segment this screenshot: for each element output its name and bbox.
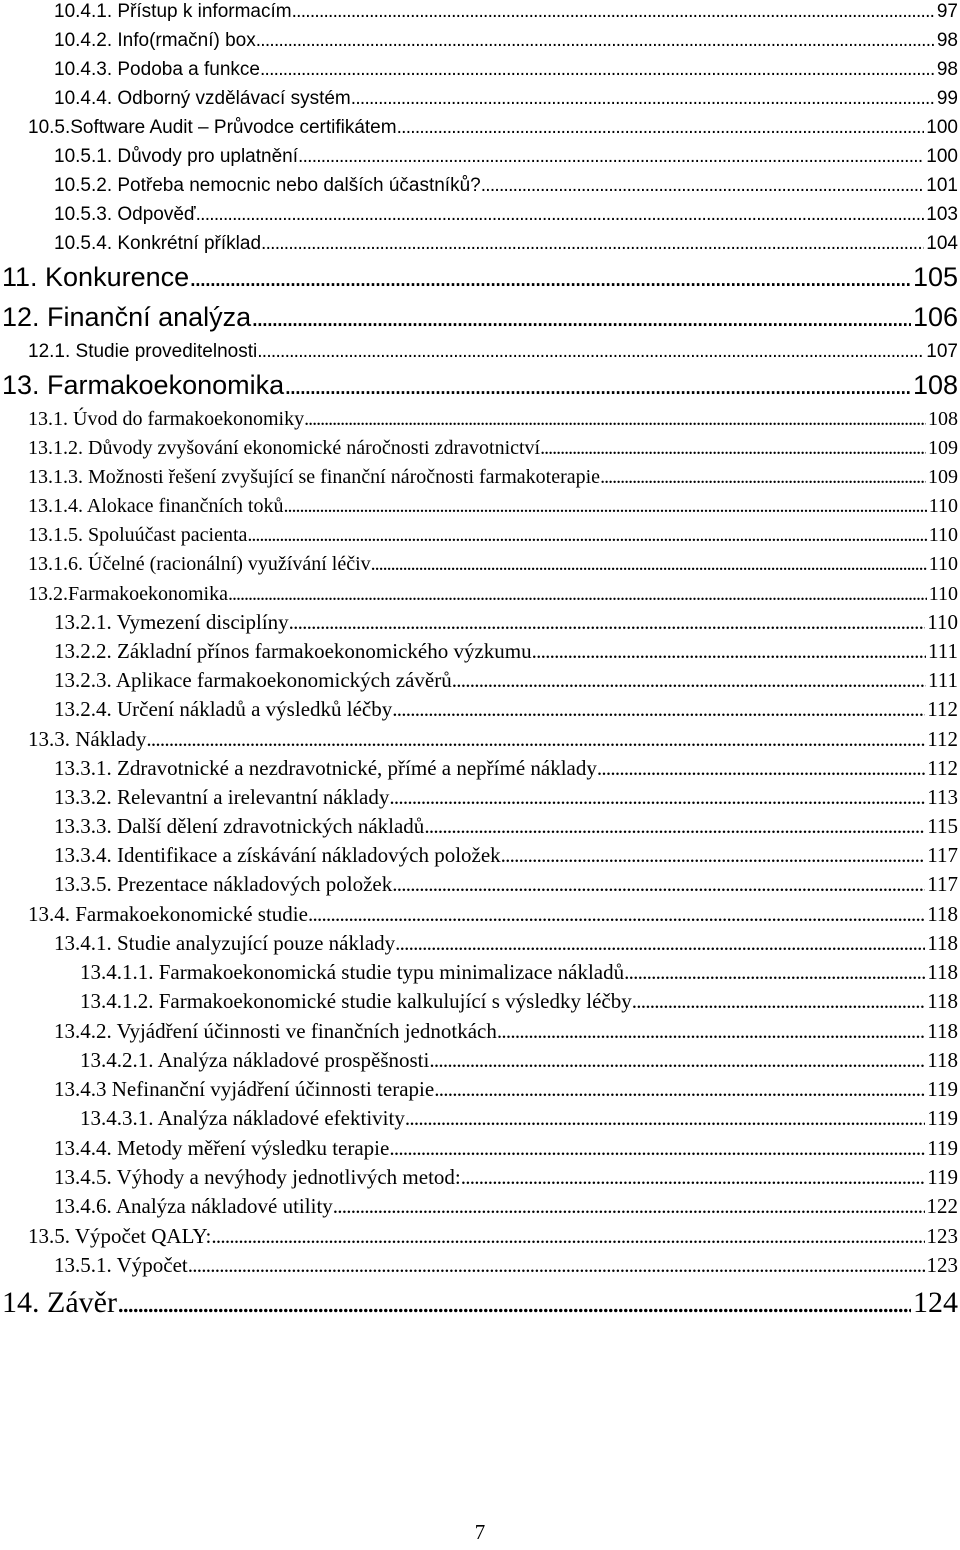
toc-entry[interactable]	[54, 787, 958, 808]
toc-entry-page: 98	[936, 30, 958, 51]
toc-entry-title: 13.4.2. Vyjádření účinnosti ve finančních jednotkách	[54, 1019, 497, 1043]
toc-leader	[284, 496, 927, 516]
toc-entry-page: 110	[928, 495, 958, 517]
toc-leader	[392, 874, 925, 895]
toc-entry-title: 13.1.6. Účelné (racionální) využívání léčiv	[28, 553, 371, 575]
toc-leader	[298, 147, 924, 166]
toc-leader	[228, 584, 927, 604]
toc-leader	[632, 991, 926, 1012]
toc-entry-title: 13. Farmakoekonomika	[2, 370, 285, 400]
toc-entry-page: 118	[927, 1048, 958, 1072]
toc-leader	[247, 525, 926, 545]
toc-entry[interactable]	[2, 264, 958, 291]
toc-leader	[497, 1021, 925, 1042]
toc-entry-title: 13.1.5. Spoluúčast pacienta	[28, 524, 248, 546]
toc-leader	[117, 1288, 911, 1318]
toc-entry-title: 13.4.1.2. Farmakoekonomické studie kalkulující s výsledky léčby	[80, 989, 632, 1013]
toc-entry[interactable]	[54, 816, 958, 837]
toc-leader	[392, 699, 925, 720]
toc-entry[interactable]	[28, 438, 958, 458]
toc-entry[interactable]	[54, 1167, 958, 1188]
toc-entry[interactable]	[28, 525, 958, 545]
toc-entry[interactable]	[54, 60, 958, 79]
toc-entry[interactable]	[54, 1079, 958, 1100]
toc-leader	[452, 670, 926, 691]
toc-entry-page: 109	[928, 437, 958, 459]
toc-entry-page: 112	[927, 727, 958, 751]
toc-entry-page: 115	[927, 814, 958, 838]
toc-entry-title: 13.4.3 Nefinanční vyjádření účinnosti terapie	[54, 1077, 435, 1101]
toc-entry-page: 118	[927, 1019, 958, 1043]
toc-entry[interactable]	[2, 1288, 958, 1318]
toc-entry-page: 109	[928, 466, 958, 488]
toc-leader	[251, 304, 911, 331]
toc-entry[interactable]	[54, 670, 958, 691]
toc-entry[interactable]	[28, 584, 958, 604]
toc-entry[interactable]	[54, 699, 958, 720]
toc-entry[interactable]	[80, 991, 958, 1012]
toc-entry-title: 13.4.5. Výhody a nevýhody jednotlivých metod:	[54, 1165, 461, 1189]
toc-leader	[461, 1167, 926, 1188]
toc-entry-page: 97	[936, 1, 958, 22]
toc-entry[interactable]	[54, 845, 958, 866]
toc-entry-title: 13.5. Výpočet QALY:	[28, 1224, 212, 1248]
toc-entry[interactable]	[54, 612, 958, 633]
toc-leader	[260, 60, 935, 79]
toc-leader	[261, 234, 924, 253]
toc-entry-title: 13.3.1. Zdravotnické a nezdravotnické, přímé a nepřímé náklady	[54, 756, 597, 780]
toc-leader	[188, 1255, 925, 1276]
toc-entry-title: 13.1. Úvod do farmakoekonomiky	[28, 408, 305, 430]
toc-entry-page: 123	[926, 1224, 958, 1248]
toc-leader	[257, 342, 924, 361]
toc-entry[interactable]	[28, 1226, 958, 1247]
toc-entry-title: 13.5.1. Výpočet	[54, 1253, 188, 1277]
toc-entry[interactable]	[54, 933, 958, 954]
toc-entry-page: 119	[927, 1106, 958, 1130]
toc-entry-page: 124	[913, 1286, 958, 1319]
toc-entry-title: 13.2.Farmakoekonomika	[28, 583, 228, 605]
toc-leader	[146, 729, 925, 750]
toc-leader	[211, 1226, 924, 1247]
toc-entry-page: 100	[926, 117, 958, 138]
toc-leader	[395, 933, 925, 954]
toc-entry-page: 118	[927, 902, 958, 926]
toc-entry-title: 13.4.4. Metody měření výsledku terapie	[54, 1136, 390, 1160]
toc-entry[interactable]	[54, 2, 958, 21]
toc-entry-title: 10.5.4. Konkrétní příklad	[54, 233, 262, 254]
toc-leader	[308, 904, 925, 925]
toc-entry-page: 119	[927, 1077, 958, 1101]
toc-entry-title: 13.4. Farmakoekonomické studie	[28, 902, 308, 926]
toc-entry[interactable]	[2, 304, 958, 331]
toc-entry-title: 10.4.2. Info(rmační) box	[54, 30, 256, 51]
toc-entry-page: 98	[936, 59, 958, 80]
toc-entry-page: 107	[926, 341, 958, 362]
toc-entry-title: 10.5.Software Audit – Průvodce certifikátem	[28, 117, 397, 138]
toc-entry-title: 10.4.3. Podoba a funkce	[54, 59, 260, 80]
toc-entry-page: 118	[927, 960, 958, 984]
toc-entry-title: 13.1.3. Možnosti řešení zvyšující se finanční náročnosti farmakoterapie	[28, 466, 601, 488]
toc-entry-title: 13.3. Náklady	[28, 727, 147, 751]
toc-entry[interactable]	[54, 874, 958, 895]
toc-entry-title: 13.3.5. Prezentace nákladových položek	[54, 872, 393, 896]
toc-leader	[389, 1138, 925, 1159]
toc-entry[interactable]	[28, 904, 958, 925]
toc-entry-title: 13.2.2. Základní přínos farmakoekonomického výzkumu	[54, 639, 532, 663]
page-number: 7	[474, 1520, 486, 1544]
toc-entry-page: 100	[926, 146, 958, 167]
toc-entry[interactable]	[54, 89, 958, 108]
toc-entry-title: 10.5.3. Odpověď	[54, 204, 196, 225]
toc-entry-page: 106	[912, 302, 958, 332]
toc-entry-page: 117	[927, 843, 958, 867]
toc-entry-page: 105	[912, 262, 958, 292]
toc-entry-page: 101	[926, 175, 958, 196]
toc-entry-page: 110	[927, 610, 958, 634]
toc-entry[interactable]	[28, 118, 958, 137]
toc-entry-page: 122	[926, 1194, 958, 1218]
toc-entry[interactable]	[28, 554, 958, 574]
toc-entry[interactable]	[80, 1050, 958, 1071]
toc-entry-title: 10.5.1. Důvody pro uplatnění	[54, 146, 299, 167]
toc-entry-page: 111	[928, 639, 958, 663]
toc-entry[interactable]	[54, 1021, 958, 1042]
toc-entry[interactable]	[54, 176, 958, 195]
toc-leader	[532, 641, 926, 662]
toc-leader	[597, 758, 925, 779]
toc-entry-page: 110	[928, 553, 958, 575]
toc-leader	[424, 816, 925, 837]
toc-leader	[434, 1079, 925, 1100]
toc-entry[interactable]	[28, 729, 958, 750]
toc-entry-title: 13.3.2. Relevantní a irelevantní náklady	[54, 785, 390, 809]
toc-leader	[501, 845, 926, 866]
toc-entry-page: 119	[927, 1136, 958, 1160]
toc-leader	[429, 1050, 925, 1071]
toc-entry[interactable]	[28, 467, 958, 487]
toc-entry-title: 12. Finanční analýza	[2, 302, 252, 332]
toc-leader	[540, 438, 926, 458]
toc-entry-title: 10.4.1. Přístup k informacím	[54, 1, 292, 22]
toc-leader	[405, 1108, 925, 1129]
toc-leader	[304, 409, 926, 429]
toc-entry-title: 13.4.1. Studie analyzující pouze náklady	[54, 931, 396, 955]
toc-entry-title: 10.4.4. Odborný vzdělávací systém	[54, 88, 351, 109]
toc-entry[interactable]	[2, 372, 958, 399]
toc-entry[interactable]	[28, 496, 958, 516]
toc-entry-title: 13.1.2. Důvody zvyšování ekonomické náročnosti zdravotnictví	[28, 437, 541, 459]
toc-entry-page: 119	[927, 1165, 958, 1189]
toc-entry-title: 13.4.3.1. Analýza nákladové efektivity	[80, 1106, 405, 1130]
toc-entry[interactable]	[54, 1255, 958, 1276]
toc-leader	[189, 264, 911, 291]
toc-entry-page: 117	[927, 872, 958, 896]
toc-entry-title: 12.1. Studie proveditelnosti	[28, 341, 258, 362]
toc-entry[interactable]	[54, 147, 958, 166]
toc-leader	[389, 787, 925, 808]
toc-entry-title: 14. Závěr	[2, 1286, 117, 1319]
toc-entry-page: 118	[927, 931, 958, 955]
toc-entry[interactable]	[80, 962, 958, 983]
toc-entry-page: 103	[926, 204, 958, 225]
toc-leader	[333, 1196, 925, 1217]
toc-entry-title: 11. Konkurence	[2, 262, 190, 292]
toc-entry-title: 13.4.1.1. Farmakoekonomická studie typu minimalizace nákladů	[80, 960, 625, 984]
toc-entry[interactable]	[28, 409, 958, 429]
toc-entry[interactable]	[54, 758, 958, 779]
toc-leader	[351, 89, 935, 108]
toc-leader	[624, 962, 925, 983]
toc-entry-page: 118	[927, 989, 958, 1013]
toc-entry-title: 13.4.2.1. Analýza nákladové prospěšnosti	[80, 1048, 430, 1072]
toc-leader	[284, 372, 911, 399]
toc-entry[interactable]	[54, 641, 958, 662]
toc-entry[interactable]	[54, 1138, 958, 1159]
toc-entry-title: 10.5.2. Potřeba nemocnic nebo dalších účastníků?	[54, 175, 481, 196]
toc-entry-page: 113	[927, 785, 958, 809]
toc-leader	[256, 31, 935, 50]
toc-entry-title: 13.2.4. Určení nákladů a výsledků léčby	[54, 697, 393, 721]
toc-entry-page: 123	[926, 1253, 958, 1277]
toc-entry-page: 108	[912, 370, 958, 400]
toc-entry-title: 13.3.3. Další dělení zdravotnických nákladů	[54, 814, 425, 838]
toc-entry-title: 13.2.3. Aplikace farmakoekonomických závěrů	[54, 668, 452, 692]
toc-leader	[397, 118, 925, 137]
toc-leader	[371, 554, 927, 574]
toc-entry-page: 112	[927, 756, 958, 780]
toc-entry-title: 13.1.4. Alokace finančních toků	[28, 495, 284, 517]
toc-entry[interactable]	[54, 234, 958, 253]
toc-entry[interactable]	[80, 1108, 958, 1129]
toc-entry-page: 99	[936, 88, 958, 109]
toc-entry-page: 111	[928, 668, 958, 692]
toc-entry[interactable]	[54, 1196, 958, 1217]
toc-leader	[196, 205, 925, 224]
toc-entry[interactable]	[54, 31, 958, 50]
toc-entry[interactable]	[54, 205, 958, 224]
toc-leader	[600, 467, 926, 487]
toc-entry-title: 13.2.1. Vymezení disciplíny	[54, 610, 289, 634]
toc-entry-page: 110	[928, 583, 958, 605]
toc-leader	[481, 176, 925, 195]
toc-entry[interactable]	[28, 342, 958, 361]
toc-entry-title: 13.4.6. Analýza nákladové utility	[54, 1194, 333, 1218]
toc-entry-page: 112	[927, 697, 958, 721]
toc-entry-title: 13.3.4. Identifikace a získávání nákladových položek	[54, 843, 501, 867]
toc-leader	[289, 612, 926, 633]
toc-entry-page: 104	[926, 233, 958, 254]
toc-leader	[292, 2, 935, 21]
toc-entry-page: 110	[928, 524, 958, 546]
toc-entry-page: 108	[928, 408, 958, 430]
